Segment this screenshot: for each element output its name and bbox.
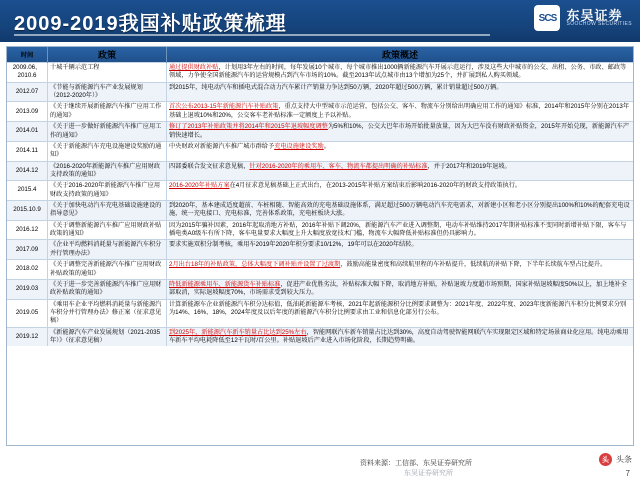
cell-desc: 2016-2020年补贴方案在4月征求意见稿基础上正式出台，在2013-2015年补贴方案结束后影响2016-2020年的财政支持政策执行。 xyxy=(167,181,634,201)
page-number: 7 xyxy=(625,469,630,478)
cell-policy: 《关于进一步做好新能源汽车推广应用工作的通知》 xyxy=(48,122,167,142)
cell-desc: 中央财政对新能源汽车推广城市群给予充电设施建设奖励。 xyxy=(167,141,634,161)
brand-mark-icon: SCS xyxy=(534,5,560,31)
cell-time: 2012.07 xyxy=(7,82,48,102)
cell-time: 2018.02 xyxy=(7,260,48,280)
table-row xyxy=(7,327,633,346)
cell-desc: 修订了2013年补贴政策并将2014年和2015年退坡幅度调整为5%和10%，公交大巴年市场开始批量放量，因为大巴车没有财政补贴资金，2015年开始兑现，新能源汽车产销快速增长。 xyxy=(167,122,634,142)
cell-policy: 《节能与新能源汽车产业发展规划（2012-2020年）》 xyxy=(48,82,167,102)
cell-policy: 十城千辆示范工程 xyxy=(48,63,167,83)
policy-table xyxy=(7,47,633,346)
cell-time: 2015.10.9 xyxy=(7,201,48,221)
cell-desc: 降低新能源乘用车、新能源货车补贴标准，促进产业优胜劣汰，补贴标准大幅下降，取消地方补贴，补贴退坡力度超市场预期，国家补贴退坡幅度50%以上，加上地补全部取消，实际退坡幅度70%，市场需求受到较大压力。 xyxy=(167,279,634,299)
cell-desc: 到2020年，基本建成适度超前、车桩相随、智能高效的充电基础设施体系，满足超过500万辆电动汽车充电需求，对新建小区和老小区分别提出100%和10%的配套充电设施，统一充电接口、充电标准，完善体系政策，充电桩板块大涨。 xyxy=(167,201,634,221)
table-row xyxy=(7,279,633,299)
highlighted-phrase: 充电设施建设奖励 xyxy=(274,142,324,150)
cell-time: 2019.03 xyxy=(7,279,48,299)
cell-desc: 到2015年，纯电动汽车和插电式混合动力汽车累计产销量力争达到50万辆，2020年超过500万辆，累计销量超过500万辆。 xyxy=(167,82,634,102)
cell-desc: 因为2015年骗补因素，2016年起取消地方补贴，2016年补贴下调20%，新能源汽车产业进入调整期，电动车补贴维持2017年期补贴标准不变同时新增补贴下限，客车与插电类A0级车有所下降，客车电量要求大幅度上升大幅度放宽技术门槛，物流车大幅降低补贴标准但仍具影响力。 xyxy=(167,220,634,240)
highlighted-phrase: 2016-2020年补贴方案 xyxy=(169,182,230,190)
column-header-time: 时间 xyxy=(7,47,48,63)
toutiao-badge xyxy=(599,453,632,466)
table-row xyxy=(7,63,633,83)
highlighted-phrase: 通过提供财政补贴 xyxy=(169,64,219,71)
cell-policy: 《关于2016-2020年新能源汽车推广应用财政支持政策的通知》 xyxy=(48,181,167,201)
cell-desc: 2月出台18年的补贴政策，总体大幅度下调补贴并设置了过渡期，鼓励高能量密度和高续航里程的车补贴提升，低续航的补贴下降，下半年长续航车型占比提升。 xyxy=(167,260,634,280)
table-row xyxy=(7,161,633,181)
cell-desc: 要求实施双积分制考核，乘用车2019年2020年积分要求10/12%，19年可以在2020年结转。 xyxy=(167,240,634,260)
page-title: 2009-2019我国补贴政策梳理 xyxy=(14,12,287,35)
header-divider xyxy=(14,34,490,36)
cell-time: 2013.09 xyxy=(7,102,48,122)
cell-time: 2016.12 xyxy=(7,220,48,240)
cell-time: 2014.01 xyxy=(7,122,48,142)
slide-header xyxy=(0,0,640,42)
cell-time: 2019.12 xyxy=(7,327,48,346)
toutiao-label: 头条 xyxy=(616,455,632,464)
cell-time: 2017.09 xyxy=(7,240,48,260)
cell-policy: 《2016-2020年新能源汽车推广应用财政支持政策的通知》 xyxy=(48,161,167,181)
cell-desc: 通过提供财政补贴，计划用3年左右的时间，每年发展10个城市，每个城市推出1000辆新能源汽车开展示范运行，涉及这些大中城市的公交、出租、公务、市政、邮政等领域，力争使全国新能源汽车的运营规模占到汽车市场的10%。截至2013年试点城市由13个增加为25个，并扩展到私人购买领域。 xyxy=(167,63,634,83)
cell-policy: 《关于进一步完善新能源汽车推广应用财政补贴政策的通知》 xyxy=(48,279,167,299)
cell-policy: 《关于加快电动汽车充电基础设施建设的指导意见》 xyxy=(48,201,167,221)
cell-desc: 计算新能源车企业新能源汽车积分达标值，低油耗新能源车考核，2021年起新能源积分比例要求调整为：2021年度、2022年度、2023年度新能源汽车积分比例要求分别为14%、16%、18%，2024年度及以后年度的新能源汽车积分比例要求由工业和信息化部另行公布。 xyxy=(167,299,634,327)
cell-desc: 首次公布2013-15年新能源汽车补贴政策，重点支持大中型城市示范运营，包括公交、客车、物流车分别给出明确应用工作的通知》标准，2014年和2015年分别在2013年基础上退坡10%和20%，公交客车老补贴标准一定额度上予以补贴。 xyxy=(167,102,634,122)
cell-time: 2019.05 xyxy=(7,299,48,327)
table-header xyxy=(7,47,633,63)
table-header-row xyxy=(7,47,633,63)
source-note: 资料来源：工信部、东吴证券研究所 xyxy=(360,460,472,467)
cell-policy: 《关于调整新能源汽车推广应用财政补贴政策的通知》 xyxy=(48,220,167,240)
table-row xyxy=(7,141,633,161)
table-row xyxy=(7,122,633,142)
table-row xyxy=(7,82,633,102)
table-row xyxy=(7,181,633,201)
cell-policy: 《关于新能源汽车充电设施建设奖励的通知》 xyxy=(48,141,167,161)
brand-name-en: SOOCHOW SECURITIES xyxy=(566,21,632,28)
highlighted-phrase: 针对2016-2020年的乘用车、客车、物流车都提出明确的补贴标准 xyxy=(249,162,428,170)
brand-name-cn: 东吴证券 xyxy=(566,7,623,23)
watermark-text: 东吴证券研究所 xyxy=(404,470,453,477)
table-row xyxy=(7,240,633,260)
cell-desc: 到2025年，新能源汽车新车销量占比达到25%左右，智能网联汽车新车销量占比达到30%，高度自动驾驶智能网联汽车实现限定区域和特定场景商业化应用。纯电动乘用车新车平均电耗降低至12千瓦时/百公里。补贴退坡后产业进入市场化阶段，长期趋势明确。 xyxy=(167,327,634,346)
cell-time: 2014.11 xyxy=(7,141,48,161)
policy-table-container xyxy=(6,46,634,446)
column-header-policy: 政策 xyxy=(48,47,167,63)
table-row xyxy=(7,260,633,280)
cell-policy: 《关于继续开展新能源汽车推广应用工作的通知》 xyxy=(48,102,167,122)
highlighted-phrase: 到2025年，新能源汽车新车销量占比达到25%左右 xyxy=(169,328,307,336)
cell-time: 2014.12 xyxy=(7,161,48,181)
cell-policy: 《关于调整完善新能源汽车推广应用财政补贴政策的通知》 xyxy=(48,260,167,280)
highlighted-phrase: 首次公布2013-15年新能源汽车补贴政策 xyxy=(169,103,279,111)
table-row xyxy=(7,201,633,221)
column-header-desc: 政策概述 xyxy=(167,47,634,63)
brand-text xyxy=(566,9,632,28)
table-row xyxy=(7,102,633,122)
highlighted-phrase: 2月出台18年的补贴政策，总体大幅度下调补贴并设置了过渡期 xyxy=(169,261,341,269)
table-body xyxy=(7,63,633,347)
cell-time: 2015.4 xyxy=(7,181,48,201)
cell-policy: 《企业平均燃料消耗量与新能源汽车积分并行管理办法》 xyxy=(48,240,167,260)
cell-policy: 《新能源汽车产业发展规划（2021-2035年）》（征求意见稿） xyxy=(48,327,167,346)
table-row xyxy=(7,299,633,327)
cell-time: 2009.06、2010.6 xyxy=(7,63,48,83)
toutiao-icon: 头 xyxy=(599,453,612,466)
cell-desc: 四部委联合发文征求意见稿，针对2016-2020年的乘用车、客车、物流车都提出明确的补贴标准，并于2017年和2019年退坡。 xyxy=(167,161,634,181)
table-row xyxy=(7,220,633,240)
highlighted-phrase: 降低新能源乘用车、新能源货车补贴标准 xyxy=(169,280,281,288)
slide-footer xyxy=(0,446,640,480)
cell-policy: 《乘用车企业平均燃料消耗量与新能源汽车积分并行管理办法》修正案（征求意见稿） xyxy=(48,299,167,327)
brand-logo xyxy=(534,5,632,31)
highlighted-phrase: 修订了2013年补贴政策并将2014年和2015年退坡幅度调整 xyxy=(169,123,328,131)
